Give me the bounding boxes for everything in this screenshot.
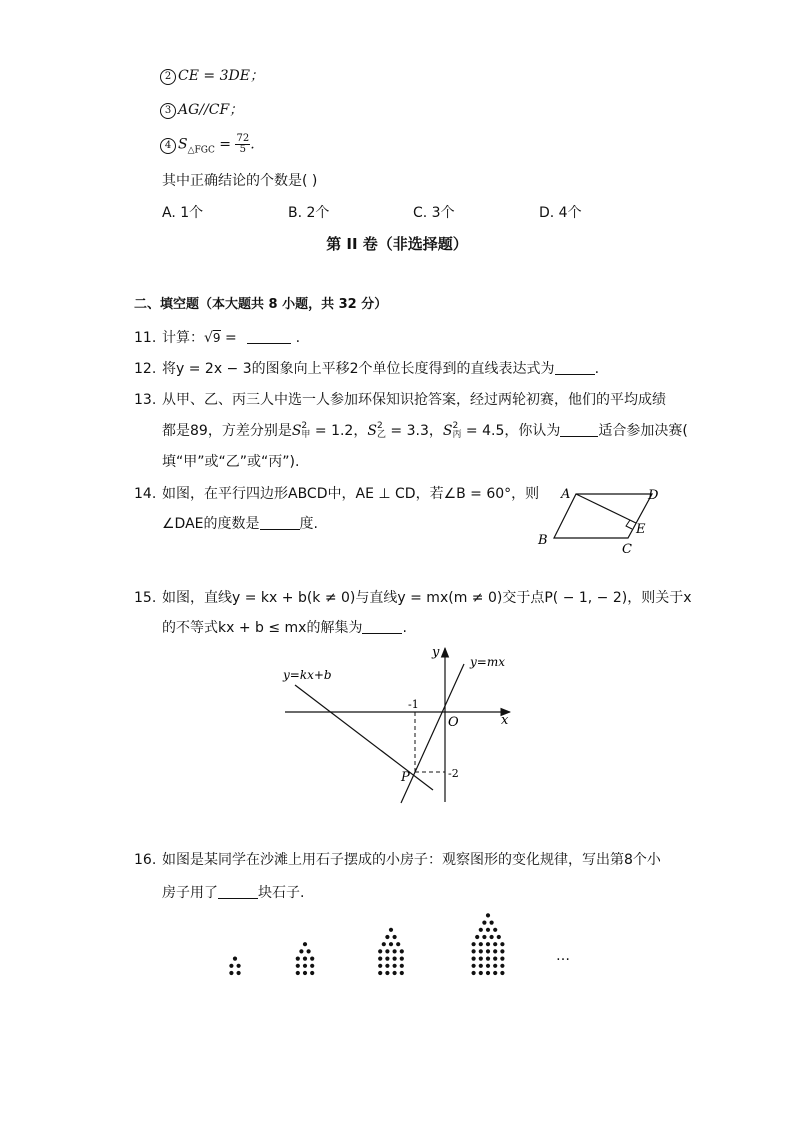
label-origin: O xyxy=(448,715,459,730)
stone-dot xyxy=(385,957,389,961)
stone-dot xyxy=(396,942,400,946)
stone-dot xyxy=(389,942,393,946)
q12-text xyxy=(162,359,599,379)
stone-dot xyxy=(310,957,314,961)
q14-number: 14. xyxy=(134,486,157,502)
label-mx: y=mx xyxy=(470,655,505,669)
q16-number: 16. xyxy=(134,852,157,868)
statement-3-text: AG//CF； xyxy=(178,102,244,118)
statement-2 xyxy=(160,66,264,86)
stone-dot xyxy=(393,949,397,953)
stone-dot xyxy=(479,964,483,968)
stone-dot xyxy=(493,949,497,953)
s3-value: = 4.5，你认为 xyxy=(461,423,561,439)
q12-tail: . xyxy=(594,361,600,377)
linear-graph-figure xyxy=(270,640,530,810)
stone-dot xyxy=(479,971,483,975)
circle-marker-2: 2 xyxy=(160,69,176,85)
choice-c: C. 3个 xyxy=(413,205,455,221)
label-b: B xyxy=(538,533,548,548)
q13-line3: 填“甲”或“乙”或“丙”). xyxy=(162,454,300,470)
segment-ae xyxy=(576,494,636,523)
line-mx xyxy=(401,664,464,803)
q11-text-b: = xyxy=(220,330,242,346)
stone-dot xyxy=(393,957,397,961)
stone-dot xyxy=(486,949,490,953)
q11-text xyxy=(162,328,300,348)
q15-line2-a: 的不等式kx + b ≤ mx的解集为 xyxy=(162,620,363,636)
stone-dot xyxy=(493,928,497,932)
stone-dot xyxy=(500,942,504,946)
stone-dot xyxy=(482,921,486,925)
q14-answer-blank[interactable] xyxy=(260,515,300,530)
volume-title: 第 II 卷（非选择题） xyxy=(326,235,468,253)
stone-dot xyxy=(385,971,389,975)
stone-houses-figure xyxy=(200,900,600,990)
var-s-1: S xyxy=(291,423,302,439)
section-heading: 二、填空题（本大题共 8 小题，共 32 分） xyxy=(134,297,388,312)
ellipsis: … xyxy=(556,948,570,964)
stone-dot xyxy=(299,949,303,953)
stone-dot xyxy=(490,921,494,925)
stone-dot xyxy=(486,971,490,975)
statement-4-end: . xyxy=(250,136,255,153)
stone-dot xyxy=(296,964,300,968)
stone-dot xyxy=(393,971,397,975)
q15-answer-blank[interactable] xyxy=(362,619,402,634)
label-a: A xyxy=(561,487,571,502)
stone-dot xyxy=(493,964,497,968)
statement-4-s: S xyxy=(178,136,188,153)
q16-line1: 如图是某同学在沙滩上用石子摆成的小房子：观察图形的变化规律，写出第8个小 xyxy=(162,852,661,868)
label-y-axis: y xyxy=(432,645,440,660)
stone-dot xyxy=(479,957,483,961)
stone-dot xyxy=(378,957,382,961)
stone-dot xyxy=(237,964,241,968)
parallelogram-figure xyxy=(530,482,670,558)
stone-dot xyxy=(500,949,504,953)
statement-2-text: CE = 3DE； xyxy=(178,68,264,84)
stone-dot xyxy=(385,935,389,939)
stone-dot xyxy=(472,949,476,953)
stone-dot xyxy=(486,913,490,917)
q14-line1: 如图，在平行四边形ABCD中，AE ⊥ CD，若∠B = 60°，则 xyxy=(162,486,540,502)
stone-dot xyxy=(486,928,490,932)
q13-line2 xyxy=(162,421,688,441)
sqrt-symbol: √ xyxy=(204,330,213,346)
stone-dot xyxy=(472,942,476,946)
q13-line1: 从甲、乙、丙三人中选一人参加环保知识抢答案，经过两轮初赛，他们的平均成绩 xyxy=(162,392,666,408)
sub-yi: 乙 xyxy=(376,430,386,440)
sub-jia: 甲 xyxy=(301,430,311,440)
q12-text-main: 将y = 2x − 3的图象向上平移2个单位长度得到的直线表达式为 xyxy=(162,361,555,377)
label-kx-plus-b: y=kx+b xyxy=(283,668,332,682)
stone-dot xyxy=(497,935,501,939)
house-figure-1 xyxy=(229,957,240,976)
q13-number: 13. xyxy=(134,392,157,408)
stone-dot xyxy=(310,971,314,975)
q10-prompt: 其中正确结论的个数是( ) xyxy=(162,173,318,189)
right-angle-mark xyxy=(626,520,632,529)
stone-dot xyxy=(400,971,404,975)
stone-dot xyxy=(500,971,504,975)
stone-dot xyxy=(378,971,382,975)
stone-dot xyxy=(486,964,490,968)
q11-number: 11. xyxy=(134,330,157,346)
stone-dot xyxy=(296,957,300,961)
q13-line2-b: 适合参加决赛( xyxy=(598,423,688,439)
q15-number: 15. xyxy=(134,590,157,606)
var-s-2: S xyxy=(367,423,377,439)
label-d: D xyxy=(648,488,659,503)
label-e: E xyxy=(636,522,646,537)
stone-dot xyxy=(233,957,237,961)
statement-4-sub: △FGC xyxy=(187,145,215,156)
stone-dot xyxy=(393,935,397,939)
q14-line2-a: ∠DAE的度数是 xyxy=(162,516,260,532)
stone-dot xyxy=(486,942,490,946)
q16-line2-a: 房子用了 xyxy=(162,885,218,901)
stone-dot xyxy=(472,957,476,961)
q15-line2-b: . xyxy=(402,620,407,636)
stone-dot xyxy=(400,949,404,953)
choice-a: A. 1个 xyxy=(162,205,204,221)
stone-dot xyxy=(303,957,307,961)
house-figure-3 xyxy=(378,928,404,975)
label-c: C xyxy=(622,542,632,557)
stone-dot xyxy=(479,942,483,946)
stone-dot xyxy=(303,942,307,946)
stone-dot xyxy=(393,964,397,968)
stone-dot xyxy=(493,957,497,961)
s2-value: = 3.3， xyxy=(385,423,443,439)
stone-dot xyxy=(482,935,486,939)
q13-line2-a: 都是89，方差分别是 xyxy=(162,423,292,439)
stone-dot xyxy=(296,971,300,975)
circle-marker-3: 3 xyxy=(160,103,176,119)
statement-3 xyxy=(160,100,243,120)
house-figure-2 xyxy=(296,942,315,975)
stone-dot xyxy=(307,949,311,953)
stone-dot xyxy=(500,964,504,968)
fraction-denominator: 5 xyxy=(239,144,247,155)
q11-answer-blank[interactable] xyxy=(247,329,291,344)
stone-dot xyxy=(303,971,307,975)
label-x-axis: x xyxy=(501,713,509,728)
stone-dot xyxy=(400,964,404,968)
stone-dot xyxy=(378,964,382,968)
stone-dot xyxy=(472,971,476,975)
stone-dot xyxy=(475,935,479,939)
fraction-numerator: 72 xyxy=(236,133,250,144)
stone-dot xyxy=(385,949,389,953)
exp-2-3: 2 xyxy=(452,421,459,431)
q16-line2-b: 块石子. xyxy=(258,885,305,901)
statement-4 xyxy=(160,134,255,161)
sub-bing: 丙 xyxy=(452,430,462,440)
tick-label-minus-2: -2 xyxy=(448,767,459,780)
exp-2-1: 2 xyxy=(301,421,308,431)
tick-label-minus-1: -1 xyxy=(408,698,419,711)
q13-answer-blank[interactable] xyxy=(560,422,598,437)
s1-value: = 1.2， xyxy=(310,423,368,439)
var-s-3: S xyxy=(442,423,453,439)
stone-dot xyxy=(385,964,389,968)
q14-line2-b: 度. xyxy=(299,516,318,532)
stone-dot xyxy=(486,957,490,961)
stone-dot xyxy=(472,964,476,968)
stone-dot xyxy=(378,949,382,953)
stone-dot xyxy=(493,971,497,975)
stone-dot xyxy=(479,928,483,932)
q15-line2 xyxy=(162,618,407,638)
stone-dot xyxy=(389,928,393,932)
stone-dot xyxy=(500,957,504,961)
q15-line1: 如图，直线y = kx + b(k ≠ 0)与直线y = mx(m ≠ 0)交于点P( − 1, − 2)，则关于x xyxy=(162,590,692,606)
stone-dot xyxy=(382,942,386,946)
stone-dot xyxy=(490,935,494,939)
house-figure-4 xyxy=(472,913,505,975)
statement-4-eq: = xyxy=(214,136,236,153)
label-point-p: P xyxy=(401,770,410,785)
stone-dot xyxy=(237,971,241,975)
stone-dot xyxy=(303,964,307,968)
q11-text-c: . xyxy=(291,330,301,346)
stone-dot xyxy=(479,949,483,953)
q11-radicand: 9 xyxy=(212,331,221,345)
stone-dot xyxy=(400,957,404,961)
q14-line2 xyxy=(162,514,318,534)
q16-answer-blank[interactable] xyxy=(218,884,258,899)
stone-dot xyxy=(493,942,497,946)
q12-number: 12. xyxy=(134,361,157,377)
q12-answer-blank[interactable] xyxy=(555,360,595,375)
fraction-72-5 xyxy=(235,134,250,155)
choice-b: B. 2个 xyxy=(288,205,330,221)
stone-dot xyxy=(229,971,233,975)
circle-marker-4: 4 xyxy=(160,138,176,154)
stone-dot xyxy=(229,964,233,968)
stone-dot xyxy=(310,964,314,968)
choice-d: D. 4个 xyxy=(539,205,582,221)
q11-text-a: 计算： xyxy=(162,330,204,346)
exp-2-2: 2 xyxy=(376,421,383,431)
